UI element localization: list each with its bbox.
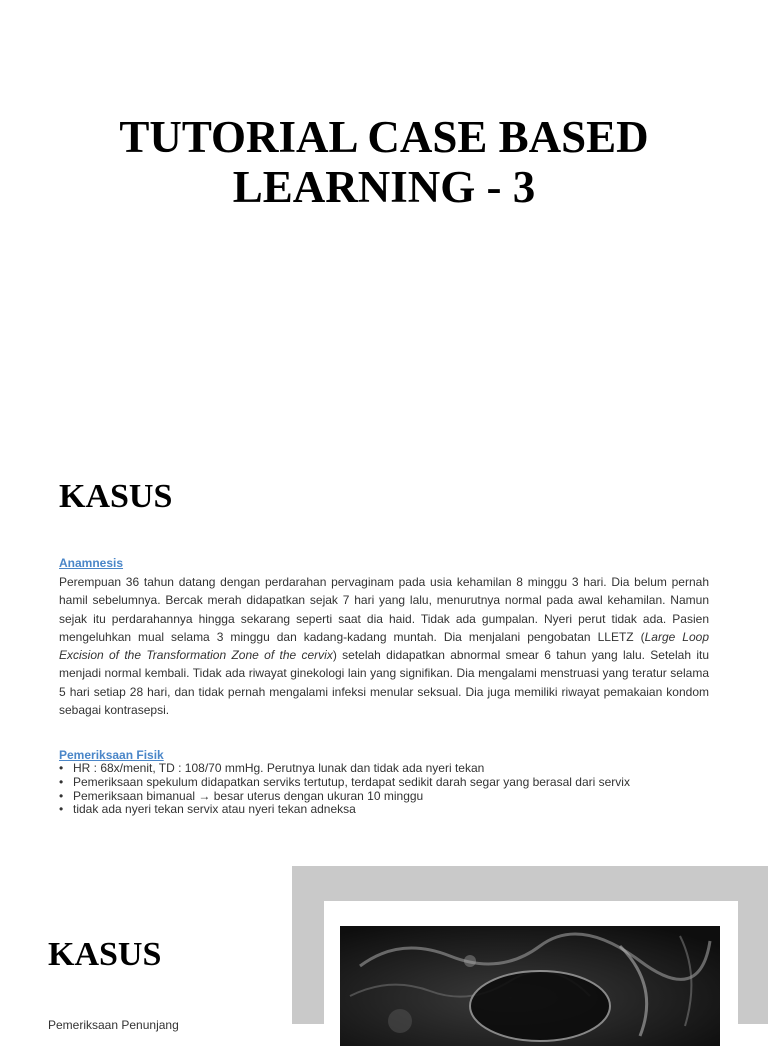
kasus-heading-2: KASUS (48, 936, 162, 973)
title-line-2: LEARNING - 3 (232, 162, 536, 212)
anamnesis-text-2: ) setelah didapatkan abnormal smear 6 tahun yang lalu. Setelah itu menjadi normal kembali. Tidak ada riwayat ginekologi lain yang signifikan. Dia mengalami menstruasi yang teratur selama 5 hari setiap 28 hari, dan tidak pernah mengalami infeksi menular seksual. Dia juga memiliki riwayat pemakaian kondom sebagai kontrasepsi. (59, 648, 709, 718)
pemeriksaan-penunjang-label: Pemeriksaan Penunjang (48, 1018, 179, 1032)
list-item: • HR : 68x/menit, TD : 108/70 mmHg. Perutnya lunak dan tidak ada nyeri tekan (59, 762, 719, 776)
list-item: • Pemeriksaan spekulum didapatkan serviks tertutup, terdapat sedikit darah segar yang berasal dari servix (59, 776, 719, 790)
list-item: • Pemeriksaan bimanual → besar uterus dengan ukuran 10 minggu (59, 790, 719, 804)
anamnesis-label: Anamnesis (59, 556, 124, 570)
pemeriksaan-fisik-label: Pemeriksaan Fisik (59, 748, 164, 762)
title-line-1: TUTORIAL CASE BASED (119, 112, 649, 162)
list-item: • tidak ada nyeri tekan servix atau nyeri tekan adneksa (59, 803, 719, 817)
kasus-heading: KASUS (59, 478, 173, 515)
ultrasound-graphic (340, 926, 720, 1046)
ultrasound-image (340, 926, 720, 1046)
anamnesis-text-1: Perempuan 36 tahun datang dengan perdarahan pervaginam pada usia kehamilan 8 minggu 3 hari. Dia belum pernah hamil sebelumnya. Bercak merah didapatkan sejak 7 hari yang lalu, menurutnya normal pada awal kehamilan. Namun sejak itu perdarahannya hingga sekarang seperti saat dia haid. Tidak ada gumpalan. Nyeri perut tidak ada. Pasien mengeluhkan mual selama 3 minggu dan kadang-kadang muntah. Dia menjalani pengobatan LLETZ ( (59, 575, 709, 644)
anamnesis-italic-term: Large Loop Excision of the Transformation Zone of the cervix (59, 629, 709, 663)
anamnesis-paragraph (59, 573, 709, 719)
pemeriksaan-fisik-list (59, 762, 719, 817)
image-panel (292, 866, 768, 1024)
slide-title (0, 112, 768, 212)
image-frame (324, 901, 738, 1041)
